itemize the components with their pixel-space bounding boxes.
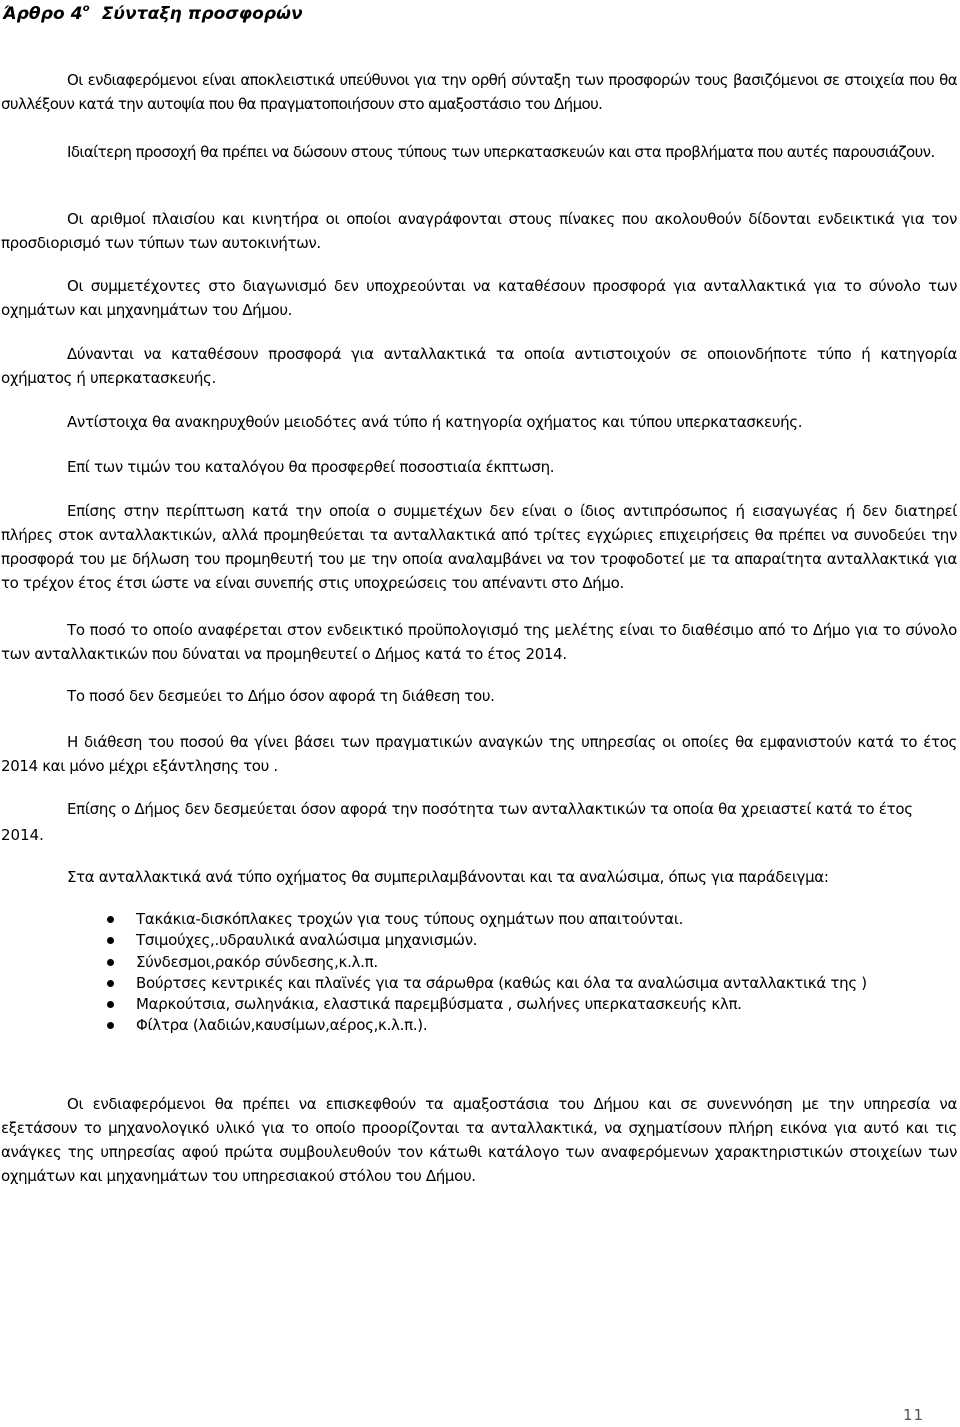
bullet-icon: [107, 1001, 114, 1008]
article-title: [3, 3, 303, 24]
article-title-prefix: Άρθρο 4: [3, 4, 83, 24]
list-item: [107, 930, 867, 951]
list-item-text: Μαρκούτσια, σωληνάκια, ελαστικά παρεμβύσματα , σωλήνες υπερκατασκευής κλπ.: [136, 995, 742, 1014]
paragraph-may-submit: Δύνανται να καταθέσουν προσφορά για ανταλλακτικά τα οποία αντιστοιχούν σε οποιονδήποτε τύπο ή κατηγορία οχήματος ή υπερκατασκευής.: [1, 345, 957, 387]
paragraph-supplier-declaration: Επίσης στην περίπτωση κατά την οποία ο συμμετέχων δεν είναι ο ίδιος αντιπρόσωπος ή εισαγωγέας ή δεν διατηρεί πλήρες στοκ ανταλλακτικών, αλλά προμηθεύεται τα ανταλλακτικά από τρίτες εγχώριες επιχειρήσεις θα πρέπει να συνοδεύει την προσφορά του με δήλωση του προμηθευτή του με την οποία αναλαμβάνει να τον τροφοδοτεί με τα απαραίτητα ανταλλακτικά για το τρέχον έτος έτσι ώστε να είναι συνεπής στις υποχρεώσεις του απέναντι στο Δήμο.: [1, 502, 957, 592]
paragraph-budget-amount: Το ποσό το οποίο αναφέρεται στον ενδεικτικό προϋπολογισμό της μελέτης είναι το διαθέσιμο από το Δήμο για το σύνολο των ανταλλακτικών που δύναται να προμηθευτεί ο Δήμος κατά το έτος 2014.: [1, 621, 957, 663]
list-item: [107, 909, 867, 930]
list-item: [107, 952, 867, 973]
list-item: [107, 994, 867, 1015]
bullet-icon: [107, 916, 114, 923]
paragraph-allocation: Η διάθεση του ποσού θα γίνει βάσει των πραγματικών αναγκών της υπηρεσίας οι οποίες θα εμφανιστούν κατά το έτος 2014 και μόνο μέχρι εξάντλησης του .: [1, 733, 957, 775]
paragraph-superstructure-attention: Ιδιαίτερη προσοχή θα πρέπει να δώσουν στους τύπους των υπερκατασκευών και στα προβλήματα που αυτές παρουσιάζουν.: [67, 143, 935, 161]
list-item-text: Τσιμούχες,.υδραυλικά αναλώσιμα μηχανισμών.: [136, 931, 478, 950]
page-number: 11: [903, 1406, 925, 1424]
bullet-icon: [107, 937, 114, 944]
list-item-text: Σύνδεσμοι,ρακόρ σύνδεσης,κ.λ.π.: [136, 952, 378, 971]
list-intro: Στα ανταλλακτικά ανά τύπο οχήματος θα συμπεριλαμβάνονται και τα αναλώσιμα, όπως για παράδειγμα:: [67, 868, 829, 886]
bullet-icon: [107, 959, 114, 966]
article-title-text: Σύνταξη προσφορών: [89, 4, 303, 24]
list-item: [107, 1015, 867, 1036]
paragraph-discount: Επί των τιμών του καταλόγου θα προσφερθεί ποσοστιαία έκπτωση.: [67, 458, 555, 476]
paragraph-quantity-line-1: Επίσης ο Δήμος δεν δεσμεύεται όσον αφορά την ποσότητα των ανταλλακτικών τα οποία θα χρειαστεί κατά το έτος: [67, 800, 913, 818]
paragraph-visit-depots: Οι ενδιαφερόμενοι θα πρέπει να επισκεφθούν τα αμαξοστάσια του Δήμου και σε συνεννόηση με την υπηρεσία να εξετάσουν το μηχανολογικό υλικό για το οποίο προορίζονται τα ανταλλακτικά, να σχηματίσουν πλήρη εικόνα για αυτό και τις ανάγκες της υπηρεσίας αφού πρώτα συμβουλευθούν τον κάτωθι κατάλογο των αναφερόμενων χαρακτηριστικών στοιχείων των οχημάτων και μηχανημάτων του υπηρεσιακού στόλου του Δήμου.: [1, 1095, 957, 1185]
paragraph-chassis-numbers: Οι αριθμοί πλαισίου και κινητήρα οι οποίοι αναγράφονται στους πίνακες που ακολουθούν δίδονται ενδεικτικά για τον προσδιορισμό των τύπων των αυτοκινήτων.: [1, 210, 957, 252]
list-item-text: Βούρτσες κεντρικές και πλαϊνές για τα σάρωθρα (καθώς και όλα τα αναλώσιμα ανταλλακτικά της ): [136, 973, 867, 992]
consumables-list: [107, 909, 867, 1037]
list-item-text: Τακάκια-δισκόπλακες τροχών για τους τύπους οχημάτων που απαιτούνται.: [136, 910, 684, 928]
bullet-icon: [107, 1022, 114, 1029]
paragraph-not-binding: Το ποσό δεν δεσμεύει το Δήμο όσον αφορά τη διάθεση του.: [67, 687, 495, 705]
paragraph-no-obligation: Οι συμμετέχοντες στο διαγωνισμό δεν υποχρεούνται να καταθέσουν προσφορά για ανταλλακτικά για το σύνολο των οχημάτων και μηχανημάτων του Δήμου.: [1, 277, 957, 319]
bullet-icon: [107, 980, 114, 987]
article-title-superscript: ο: [82, 3, 90, 14]
list-item: [107, 973, 867, 994]
list-item-text: Φίλτρα (λαδιών,καυσίμων,αέρος,κ.λ.π.).: [136, 1016, 428, 1035]
paragraph-lowest-bidders: Αντίστοιχα θα ανακηρυχθούν μειοδότες ανά τύπο ή κατηγορία οχήματος και τύπου υπερκατασκευής.: [67, 413, 803, 431]
paragraph-responsibility: Οι ενδιαφερόμενοι είναι αποκλειστικά υπεύθυνοι για την ορθή σύνταξη των προσφορών τους βασιζόμενοι σε στοιχεία που θα συλλέξουν κατά την αυτοψία που θα πραγματοποιήσουν στο αμαξοστάσιο του Δήμου.: [1, 71, 957, 113]
paragraph-quantity-line-2: 2014.: [1, 826, 44, 844]
